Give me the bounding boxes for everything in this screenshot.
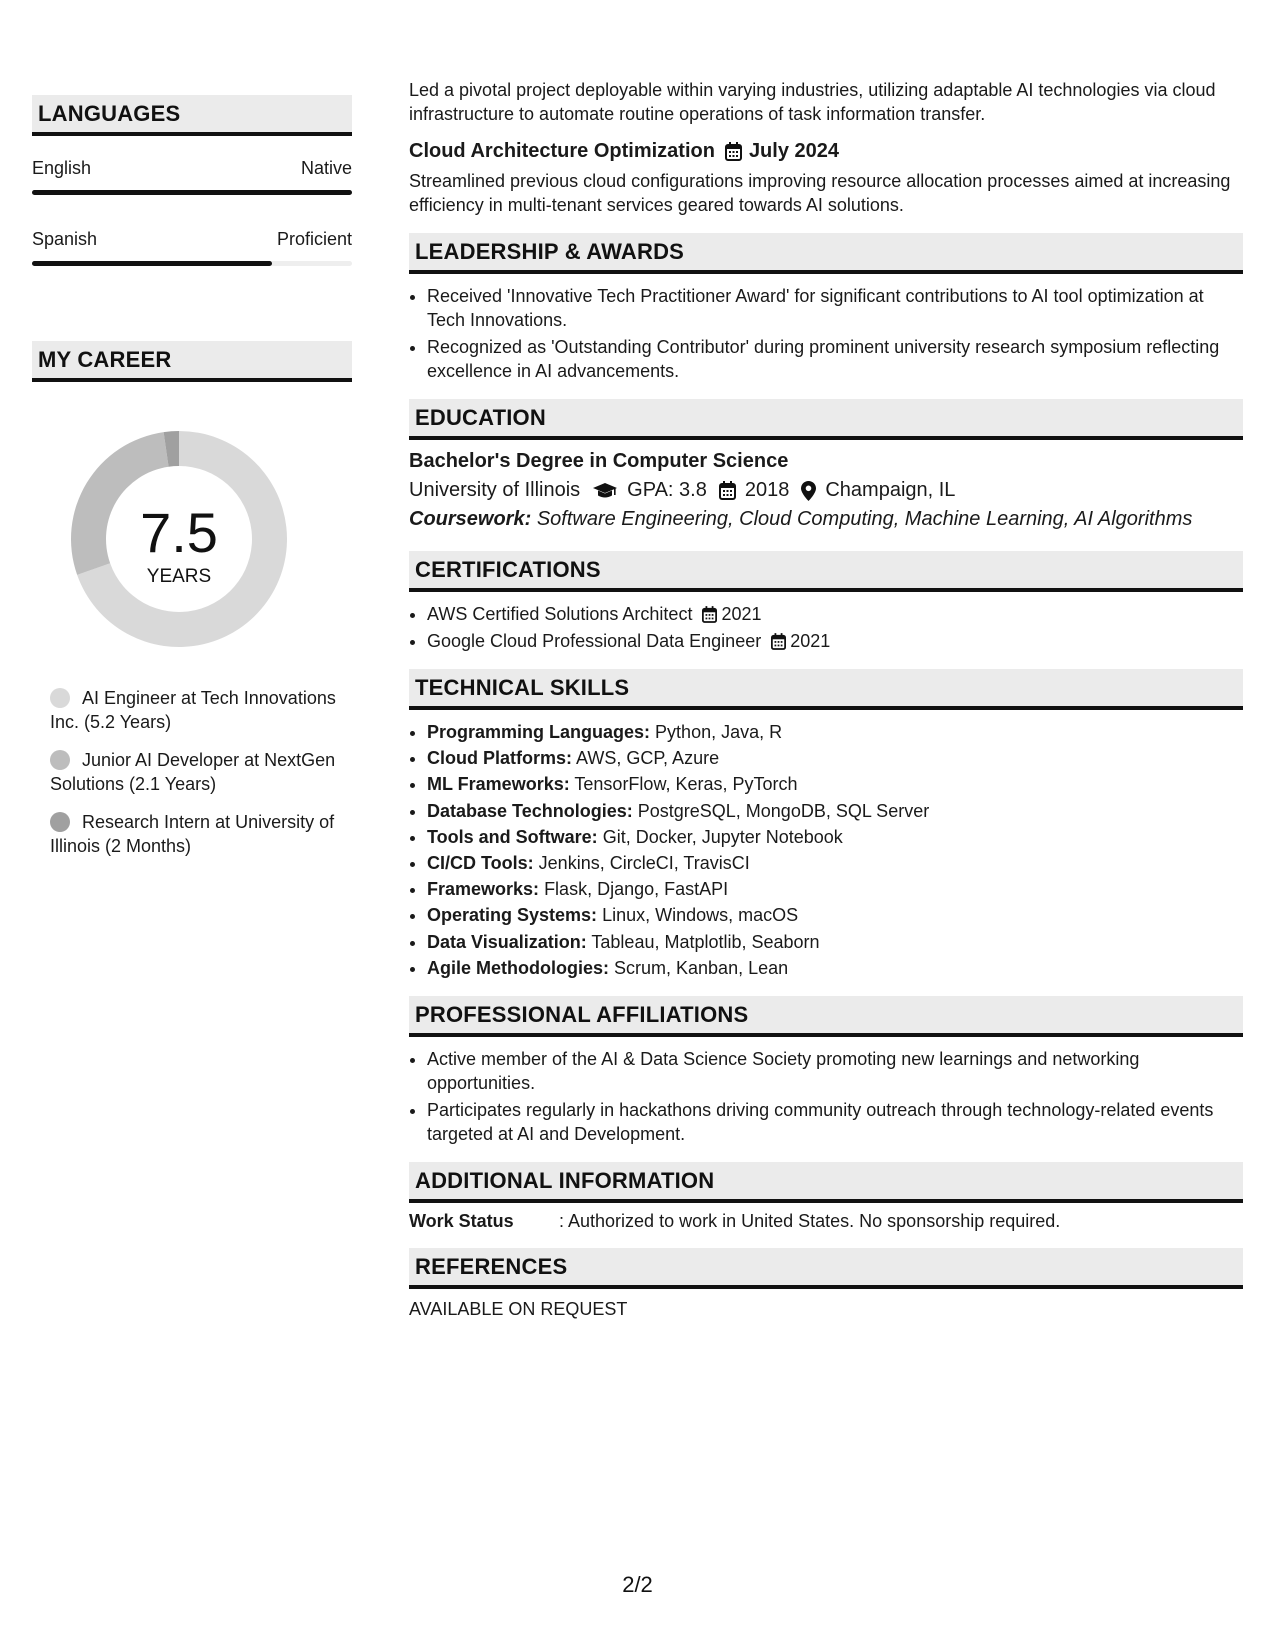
skill-value: Tableau, Matplotlib, Seaborn [591,931,820,952]
legend-swatch [50,812,70,832]
list-item [427,746,1243,770]
graduation-cap-icon [592,482,618,500]
sidebar [32,95,352,872]
calendar-icon [702,606,717,623]
skill-value: Git, Docker, Jupyter Notebook [602,826,843,847]
affiliations-list [409,1047,1243,1146]
list-item [427,825,1243,849]
legend-swatch [50,688,70,708]
affiliations-heading: PROFESSIONAL AFFILIATIONS [409,996,1243,1037]
references-section [409,1248,1243,1320]
page-number: 2/2 [622,1572,653,1597]
certification-year: 2021 [721,604,762,624]
list-item [427,720,1243,744]
certifications-heading: CERTIFICATIONS [409,551,1243,592]
list-item [427,877,1243,901]
certifications-list [409,602,1243,653]
skill-value: Python, Java, R [655,722,783,742]
skill-value: Linux, Windows, macOS [602,905,799,926]
language-proficiency-fill [32,261,272,266]
calendar-icon [771,633,786,650]
career-donut-chart [66,426,292,652]
list-item [427,799,1243,823]
skill-label: Programming Languages: [427,722,651,742]
language-level: Proficient [276,229,352,249]
education-details [409,479,1243,502]
list-item [427,629,1243,653]
skill-label: CI/CD Tools: [427,852,534,873]
education-school: University of Illinois [409,479,581,501]
references-heading: REFERENCES [409,1248,1243,1289]
skill-value: Flask, Django, FastAPI [544,879,729,900]
language-name: English [32,158,92,178]
education-section [409,399,1243,531]
career-legend-item [50,810,340,858]
career-total-unit: YEARS [146,566,212,587]
list-item: • Participates regularly in hackathons driving community outreach through technology-related events targeted at AI and Development. [427,1098,1243,1146]
certification-name: • Google Cloud Professional Data Engineer [427,631,762,651]
skill-value: AWS, GCP, Azure [576,748,720,769]
language-level: Native [300,158,352,178]
work-status-value: : Authorized to work in United States. No sponsorship required. [559,1210,1061,1231]
leadership-list [409,284,1243,383]
work-status-label: Work Status [409,1210,514,1231]
project-title-row [409,140,1243,163]
career-role-label: Junior AI Developer at NextGen Solutions (2.1 Years) [50,750,336,794]
career-total-value: 7.5 [140,501,218,564]
language-proficiency-bar [32,190,352,195]
calendar-icon [719,481,736,500]
list-item: • Received 'Innovative Tech Practitioner Award' for significant contributions to AI tool optimization at Tech Innovations. [427,284,1243,332]
language-item [32,158,352,195]
language-item [32,229,352,266]
skills-section [409,669,1243,980]
list-item [427,930,1243,954]
skills-list [409,720,1243,980]
language-name: Spanish [32,229,98,249]
skill-label: Operating Systems: [427,905,598,926]
skill-label: ML Frameworks: [427,774,570,795]
education-heading: EDUCATION [409,399,1243,440]
skill-label: Cloud Platforms: [427,748,573,769]
list-item [427,903,1243,927]
map-pin-icon [801,481,816,501]
certifications-section [409,551,1243,653]
certification-name: • AWS Certified Solutions Architect [427,604,693,624]
career-legend-item [50,686,340,734]
references-text: AVAILABLE ON REQUEST [409,1298,628,1319]
affiliations-section [409,996,1243,1146]
work-status-row [409,1211,1243,1232]
education-year: 2018 [744,479,790,501]
languages-heading: LANGUAGES [32,95,352,136]
career-heading: MY CAREER [32,341,352,382]
education-gpa: GPA: 3.8 [627,479,707,501]
education-degree: Bachelor's Degree in Computer Science [409,450,789,472]
career-legend [50,686,340,858]
skill-value: PostgreSQL, MongoDB, SQL Server [637,800,930,821]
list-item: • Active member of the AI & Data Science Society promoting new learnings and networking opportunities. [427,1047,1243,1095]
calendar-icon [725,142,742,161]
language-proficiency-bar [32,261,352,266]
skill-value: Jenkins, CircleCI, TravisCI [538,852,750,873]
leadership-heading: LEADERSHIP & AWARDS [409,233,1243,274]
education-coursework [409,508,1243,531]
skill-label: Data Visualization: [427,931,587,952]
additional-info-heading: ADDITIONAL INFORMATION [409,1162,1243,1203]
skill-value: Scrum, Kanban, Lean [614,957,789,978]
list-item [427,956,1243,980]
list-item: • Recognized as 'Outstanding Contributor' during prominent university research symposium reflecting excellence in AI advancements. [427,335,1243,383]
legend-swatch [50,750,70,770]
career-role-label: AI Engineer at Tech Innovations Inc. (5.2 Years) [50,688,336,732]
list-item [427,772,1243,796]
project-date: July 2024 [748,140,840,162]
project-description: Streamlined previous cloud configurations improving resource allocation processes aimed at increasing efficiency in multi-tenant services geared towards AI solutions. [409,171,1231,215]
skill-value: TensorFlow, Keras, PyTorch [574,774,798,795]
career-role-label: Research Intern at University of Illinois (2 Months) [50,812,335,856]
career-legend-item [50,748,340,796]
project-title: Cloud Architecture Optimization [409,140,715,162]
main-column [409,78,1243,1320]
list-item [427,851,1243,875]
language-proficiency-fill [32,190,352,195]
coursework-label: Coursework: [409,508,532,530]
skill-label: Tools and Software: [427,826,598,847]
skill-label: Agile Methodologies: [427,957,609,978]
education-location: Champaign, IL [825,479,956,501]
additional-info-section [409,1162,1243,1232]
certification-year: 2021 [790,631,831,651]
skill-label: Frameworks: [427,879,540,900]
skill-label: Database Technologies: [427,800,633,821]
coursework-text: Software Engineering, Cloud Computing, Machine Learning, AI Algorithms [536,508,1193,530]
project-intro: Led a pivotal project deployable within varying industries, utilizing adaptable AI technologies via cloud infrastructure to automate routine operations of task information transfer. [409,80,1216,124]
leadership-section [409,233,1243,383]
skills-heading: TECHNICAL SKILLS [409,669,1243,710]
list-item [427,602,1243,626]
